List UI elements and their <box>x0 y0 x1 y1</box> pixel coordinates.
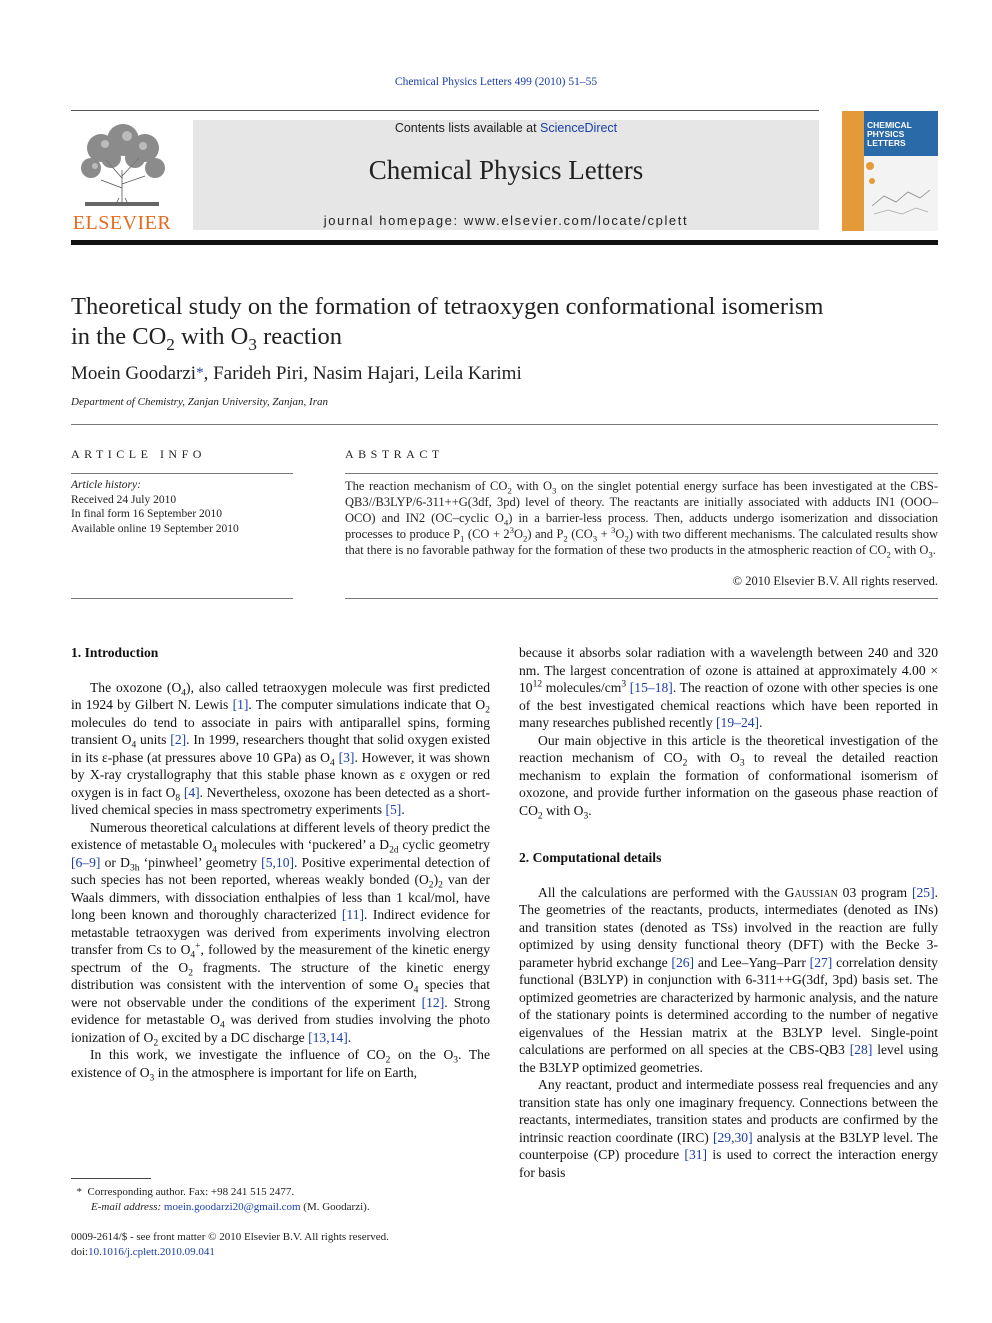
elsevier-wordmark: ELSEVIER <box>72 212 172 234</box>
author-sep: , <box>414 363 425 384</box>
ref-link[interactable]: [25] <box>911 884 935 900</box>
article-info-heading: ARTICLE INFO <box>71 447 206 461</box>
title-line-1: Theoretical study on the formation of tetraoxygen conformational isomerism <box>71 293 824 320</box>
email-link[interactable]: moein.goodarzi20@gmail.com <box>163 1201 301 1213</box>
cover-panel <box>864 156 938 231</box>
intro-paragraph: Our main objective in this article is the theoretical investigation of the reaction mechanism of $CO_2$ with $O_3$ to reveal the detailed reaction mechanism to explain the formation of conformational isomerism of oxozone, and provide further information on the gaseous phase reaction of $CO_2$ with $O_3$. <box>519 732 938 822</box>
email-label: E-mail address: <box>91 1201 162 1213</box>
divider <box>71 598 293 599</box>
journal-title: Chemical Physics Letters <box>368 155 644 185</box>
ref-link[interactable]: [27] <box>809 954 833 970</box>
history-label: Article history: <box>71 479 141 491</box>
comp-paragraph: Any reactant, product and intermediate possess real frequencies and any transition state has only one imaginary frequency. Connections between the reactants, intermediates, transition states and products are confirmed by the intrinsic reaction coordinate (IRC) [29,30] analysis at the B3LYP level. The counterpoise (CP) procedure [31] is used to correct the interaction energy for basis <box>519 1077 939 1180</box>
ref-link[interactable]: [4] <box>183 784 200 800</box>
author-list <box>71 363 522 385</box>
abstract-text: The reaction mechanism of $CO_2$ with $O_3$ on the singlet potential energy surface has been investigated at the CBS-QB3//B3LYP/6-311++G(3df, 3pd) level of theory. The reactants are initially associated with adducts IN1 (OOO–OCO) and IN2 (OC–cyclic $O_4$) in a barrier-less process. Then, adducts undergo isomerization and dissociation processes to produce $P_1$ $(CO + 2^3O_2)$ and $P_2$ $(CO_3 + ^3O_2)$ with two different mechanisms. The calculated results show that there is no favorable pathway for the formation of these two products in the atmospheric reaction of $CO_2$ with $O_3$. <box>345 479 939 560</box>
history-revised: In final form 16 September 2010 <box>71 508 223 520</box>
doi-link[interactable]: 10.1016/j.cplett.2010.09.041 <box>88 1245 215 1258</box>
affiliation: Department of Chemistry, Zanjan University, Zanjan, Iran <box>71 396 328 408</box>
divider <box>71 424 938 425</box>
title-part: in the CO <box>71 323 167 350</box>
intro-paragraph: Numerous theoretical calculations at different levels of theory predict the existence of metastable $O_4$ molecules with ‘puckered’ a $D_{2d}$ cyclic geometry [6–9] or $D_{3h}$ ‘pinwheel’ geometry [5,10]. Positive experimental detection of such species has not been reported, whereas weakly bonded $(O_2)_2$ van der Waals dimmers, with dissociation enthalpies of less than 1 kcal/mol, have long been known and thoroughly characterized [11]. Indirect evidence for metastable tetraoxygen was derived from experiments involving electron transfer from Cs to $O_4^+$, followed by the measurement of the kinetic energy spectrum of the $O_2$ fragments. The structure of the kinetic energy distribution was consistent with the intervention of some $O_4$ species that were not observable under the conditions of the experiment [12]. Strong evidence for metastable $O_4$ was derived from studies involving the photo ionization of $O_2$ excited by a DC discharge [13,14]. <box>71 819 491 1049</box>
header-top-rule <box>71 110 819 111</box>
footnote <box>71 1185 491 1215</box>
ref-link[interactable]: [5] <box>385 802 402 817</box>
corresponding-author-mark[interactable]: * <box>196 365 204 381</box>
copyright-notice: © 2010 Elsevier B.V. All rights reserved. <box>732 574 938 588</box>
ref-link[interactable]: [12] <box>421 994 445 1010</box>
history-online: Available online 19 September 2010 <box>71 522 239 535</box>
ref-link[interactable]: [26] <box>671 954 695 970</box>
author-name: Moein Goodarzi <box>71 363 197 384</box>
history-received: Received 24 July 2010 <box>71 493 177 506</box>
contents-line <box>193 121 819 135</box>
contents-prefix: Contents lists available at <box>394 121 541 135</box>
author-name: Leila Karimi <box>424 363 522 384</box>
footnote-star: * <box>76 1186 82 1198</box>
cover-strip <box>842 111 864 231</box>
intro-paragraph-cont: because it absorbs solar radiation with a wavelength between 240 and 320 nm. The largest concentration of ozone is attained at approximately $4.00 \times 10^{12}$ molecules/$cm^3$ [15–18]. The reaction of ozone with other species is one of the best investigated chemical reactions which have been reported in many researches published recently [19–24]. <box>519 645 938 730</box>
header-thick-rule <box>71 240 938 245</box>
email-footnote <box>71 1200 491 1215</box>
ref-link[interactable]: [19–24] <box>716 715 760 730</box>
ref-link[interactable]: [13,14] <box>308 1029 348 1045</box>
ref-link[interactable]: [5,10] <box>261 854 295 870</box>
title-part: reaction <box>256 323 342 350</box>
doi-label: doi: <box>71 1245 89 1258</box>
divider <box>71 473 293 474</box>
ref-link[interactable]: [29,30] <box>712 1129 753 1145</box>
journal-cover-image[interactable] <box>842 111 938 231</box>
divider <box>345 473 938 474</box>
intro-paragraph: The oxozone $(O_4)$, also called tetraoxygen molecule was first predicted in 1924 by Gilbert N. Lewis [1]. The computer simulations indicate that $O_2$ molecules do tend to associate in pairs with antiparallel spins, forming transient $O_4$ units [2]. In 1999, researchers thought that solid oxygen existed in its ε-phase (at pressures above 10 GPa) as $O_4$ [3]. However, it was shown by X-ray crystallography that this stable phase known as ε oxygen or red oxygen is in fact $O_8$ [4]. Nevertheless, oxozone has been detected as a short-lived chemical species in mass spectrometry experiments [5]. <box>71 679 491 817</box>
section-heading: 2. Computational details <box>519 850 662 865</box>
author-name: Farideh Piri <box>213 363 304 384</box>
cover-title: CHEMICAL PHYSICS LETTERS <box>867 120 912 148</box>
divider <box>345 598 938 599</box>
left-column <box>71 644 491 1084</box>
author-name: Nasim Hajari <box>312 363 415 384</box>
journal-citation[interactable]: Chemical Physics Letters 499 (2010) 51–55 <box>394 76 598 88</box>
ref-link[interactable]: [28] <box>849 1042 873 1057</box>
author-sep: , <box>303 363 313 384</box>
article-title <box>71 292 931 352</box>
footnote-rule <box>71 1178 151 1179</box>
sciencedirect-link[interactable]: ScienceDirect <box>540 121 618 135</box>
title-sub: 2 <box>166 334 175 354</box>
journal-homepage[interactable]: journal homepage: www.elsevier.com/locate/cplett <box>323 213 689 228</box>
email-owner: (M. Goodarzi). <box>303 1201 370 1213</box>
front-matter <box>71 1230 491 1259</box>
ref-link[interactable]: [6–9] <box>71 854 101 870</box>
right-column <box>519 644 938 1181</box>
title-line-2 <box>71 322 931 352</box>
issn-line: 0009-2614/$ - see front matter © 2010 Elsevier B.V. All rights reserved. <box>71 1231 389 1243</box>
ref-link[interactable]: [2] <box>170 732 187 747</box>
ref-link[interactable]: [31] <box>684 1147 708 1162</box>
ref-link[interactable]: [3] <box>338 749 355 765</box>
author-sep: , <box>203 363 214 384</box>
doi-line <box>71 1245 491 1260</box>
footnote-corresponding: Corresponding author. Fax: +98 241 515 2477. <box>87 1186 295 1198</box>
ref-link[interactable]: [15–18] <box>629 680 673 695</box>
abstract-heading: ABSTRACT <box>345 447 444 461</box>
comp-paragraph: All the calculations are performed with the Gaussian 03 program [25]. The geometries of the reactants, products, intermediates (denoted as INs) and transition states (denoted as TSs) involved in the reaction are fully optimized by using density functional theory (DFT) with the Becke 3-parameter hybrid exchange [26] and Lee–Yang–Parr [27] correlation density functional (B3LYP) in conjunction with 6-311++G(3df, 3pd) basis set. The optimized geometries are characterized by harmonic analysis, and the nature of the stationary points is determined according to the number of negative eigenvalues of the Hessian matrix at the B3LYP level. Single-point calculations are performed on all species at the CBS-QB3 [28] level using the B3LYP optimized geometries. <box>519 884 939 1075</box>
ref-link[interactable]: [11] <box>341 907 365 922</box>
title-part: with O <box>174 323 249 350</box>
section-heading: 1. Introduction <box>71 645 159 660</box>
title-sub: 3 <box>248 334 257 354</box>
article-history <box>71 478 293 536</box>
ref-link[interactable]: [1] <box>232 697 249 712</box>
corresponding-footnote <box>71 1185 491 1200</box>
cover-graphic <box>864 156 938 231</box>
intro-paragraph: In this work, we investigate the influence of $CO_2$ on the $O_3$. The existence of $O_3$ in the atmosphere is important for life on Earth, <box>71 1047 490 1084</box>
